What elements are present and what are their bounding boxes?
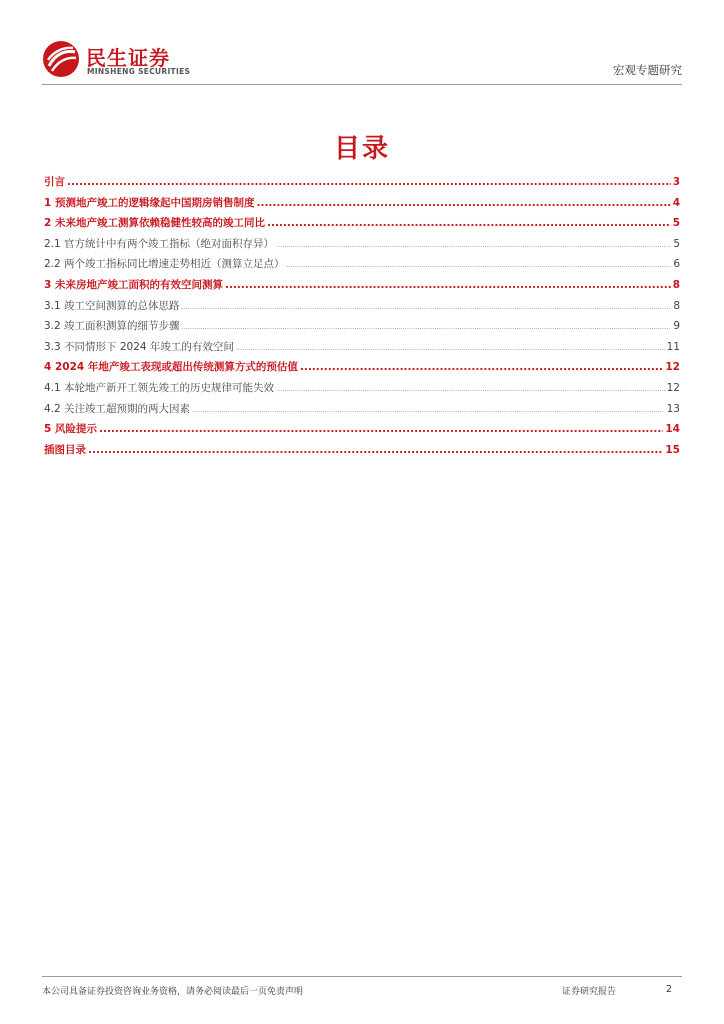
toc-entry-page[interactable]: 12 [665,361,680,374]
toc-entry[interactable] [44,357,680,378]
toc-entry[interactable] [44,275,680,296]
report-category: 宏观专题研究 [613,63,682,77]
table-of-contents [44,172,680,460]
toc-entry-page[interactable]: 5 [672,217,680,230]
page-title: 目录 [333,134,390,164]
toc-entry[interactable] [44,213,680,234]
toc-entry-page[interactable]: 8 [673,299,680,312]
toc-dot-leader [256,193,670,214]
page-number: 2 [665,984,672,995]
toc-entry-page[interactable]: 11 [666,340,680,353]
toc-dot-leader [99,419,663,440]
toc-entry-label[interactable]: 5 风险提示 [44,423,97,436]
toc-entry[interactable] [44,193,680,214]
toc-entry-label[interactable]: 3.2 竣工面积测算的细节步骤 [44,320,180,333]
toc-entry-label[interactable]: 插图目录 [44,443,86,456]
toc-dot-leader [182,298,672,319]
toc-entry-page[interactable]: 8 [672,278,680,291]
brand-name-cn: 民生证券 [86,46,170,70]
toc-entry[interactable] [44,296,680,317]
toc-dot-leader [236,339,665,360]
toc-entry[interactable] [44,254,680,275]
toc-entry-label[interactable]: 3.3 不同情形下 2024 年竣工的有效空间 [44,340,234,353]
toc-entry-page[interactable]: 5 [673,237,680,250]
toc-entry[interactable] [44,234,680,255]
toc-entry[interactable] [44,378,680,399]
footer-report-type: 证券研究报告 [562,987,617,997]
toc-entry-label[interactable]: 引言 [44,176,65,188]
toc-entry[interactable] [44,399,680,420]
toc-entry-page[interactable]: 13 [666,402,680,415]
toc-dot-leader [267,213,671,234]
toc-entry-page[interactable]: 4 [672,196,680,209]
brand-name-en: MINSHENG SECURITIES [87,67,191,76]
toc-entry[interactable] [44,419,680,440]
toc-entry-page[interactable]: 6 [673,258,680,271]
toc-entry-label[interactable]: 4.2 关注竣工超预期的两大因素 [44,402,191,415]
toc-entry-label[interactable]: 2.2 两个竣工指标同比增速走势相近（测算立足点） [44,258,285,271]
minsheng-logo-icon [42,40,80,78]
toc-dot-leader [225,275,671,296]
toc-entry-label[interactable]: 4.1 本轮地产新开工领先竣工的历史规律可能失效 [44,381,275,394]
toc-entry-page[interactable]: 15 [665,443,680,456]
toc-entry-page[interactable]: 3 [672,176,680,188]
header-divider [42,84,682,85]
toc-entry-page[interactable]: 9 [673,320,680,333]
toc-dot-leader [287,256,672,277]
toc-entry-label[interactable]: 3 未来房地产竣工面积的有效空间测算 [44,278,223,291]
toc-entry-page[interactable]: 14 [665,423,680,436]
page-header [42,38,682,86]
toc-entry[interactable] [44,337,680,358]
toc-dot-leader [276,236,671,257]
toc-dot-leader [300,357,664,378]
toc-entry-label[interactable]: 2.1 官方统计中有两个竣工指标（绝对面积存异） [44,237,275,250]
toc-entry-label[interactable]: 2 未来地产竣工测算依赖稳健性较高的竣工同比 [44,217,265,230]
toc-dot-leader [182,318,672,339]
footer-divider [42,976,682,977]
toc-entry-label[interactable]: 3.1 竣工空间测算的总体思路 [44,299,180,312]
toc-dot-leader [192,401,665,422]
footer-disclaimer: 本公司具备证券投资咨询业务资格，请务必阅读最后一页免责声明 [42,987,304,997]
toc-entry[interactable] [44,440,680,461]
toc-dot-leader [88,440,663,461]
toc-dot-leader [67,172,671,193]
toc-entry[interactable] [44,316,680,337]
toc-entry-page[interactable]: 12 [666,381,680,394]
toc-dot-leader [276,380,665,401]
toc-entry[interactable] [44,172,680,193]
toc-entry-label[interactable]: 1 预测地产竣工的逻辑缘起中国期房销售制度 [44,196,255,209]
toc-entry-label[interactable]: 4 2024 年地产竣工表现或超出传统测算方式的预估值 [44,361,298,374]
